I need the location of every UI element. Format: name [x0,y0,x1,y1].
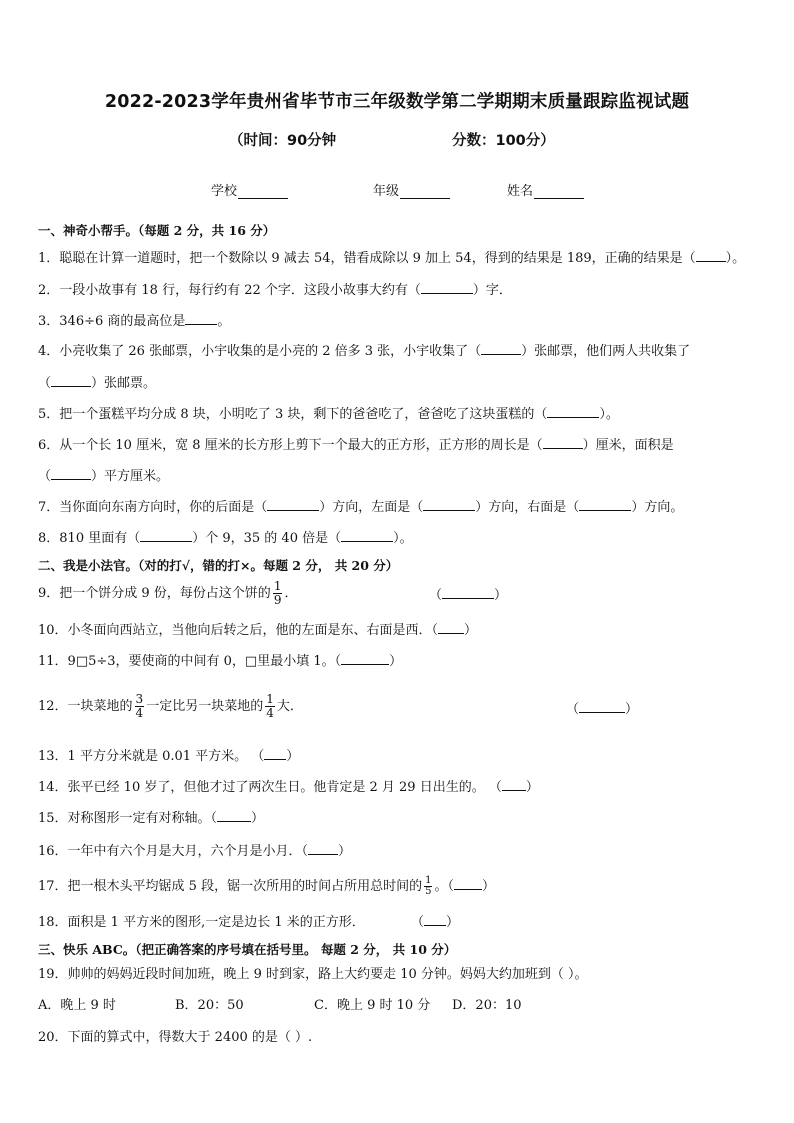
question-7: 7．当你面向东南方向时，你的后面是（ ）方向，左面是（ ）方向，右面是（ ）方向。 [38,500,684,515]
answer-blank[interactable] [423,498,475,511]
answer-blank[interactable] [481,342,521,355]
option-c[interactable]: C．晚上 9 时 10 分 [314,998,431,1013]
question-16: 16．一年中有六个月是大月，六个月是小月．（ ） [38,844,352,859]
question-11: 11．9□5÷3，要使商的中间有 0，□里最小填 1。（ ） [38,654,403,669]
exam-title: 2022-2023学年贵州省毕节市三年级数学第二学期期末质量跟踪监视试题 [104,92,690,112]
grade-blank[interactable] [400,185,450,199]
section-3-heading: 三、快乐 ABC。（把正确答案的序号填在括号里。 每题 2 分， 共 10 分） [38,942,457,957]
question-9-answer: （ ） [429,588,508,603]
answer-blank[interactable] [543,436,583,449]
question-6-cont: （ ）平方厘米。 [38,469,170,484]
question-5: 5．把一个蛋糕平均分成 8 块，小明吃了 3 块，剩下的爸爸吃了，爸爸吃了这块蛋糕的（ ）。 [38,407,619,422]
question-4: 4．小亮收集了 26 张邮票，小宇收集的是小亮的 2 倍多 3 张，小宇收集了（ ）张邮票，他们两人共收集了 [38,344,691,359]
answer-blank[interactable] [308,842,338,855]
question-10: 10．小冬面向西站立，当他向后转之后，他的左面是东、右面是西．（ ） [38,623,478,638]
question-19-options [38,996,116,1016]
exam-info [0,129,794,151]
fraction: $\frac{1}{5}$ [425,875,432,897]
question-6: 6．从一个长 10 厘米，宽 8 厘米的长方形上剪下一个最大的正方形，正方形的周长是（ ）厘米，面积是 [38,438,674,453]
answer-blank[interactable] [267,498,319,511]
question-18: 18．面积是 1 平方米的图形,一定是边长 1 米的正方形． [38,915,365,930]
answer-blank[interactable] [442,586,494,599]
grade-field[interactable] [373,180,450,199]
score-label: 分数：100分） [452,133,555,149]
question-18-answer: （ ） [411,915,460,930]
question-12-answer: （ ） [566,702,639,717]
fraction: $\frac{3}{4}$ [135,692,144,720]
question-14: 14．张平已经 10 岁了，但他才过了两次生日。他肯定是 2 月 29 日出生的。 （ ） [38,780,539,795]
name-field[interactable] [507,180,584,199]
name-blank[interactable] [534,185,584,199]
school-blank[interactable] [238,185,288,199]
answer-blank[interactable] [579,498,631,511]
answer-blank[interactable] [217,809,251,822]
answer-blank[interactable] [341,529,393,542]
answer-blank[interactable] [140,529,192,542]
answer-blank[interactable] [51,467,91,480]
question-1: 1．聪聪在计算一道题时，把一个数除以 9 减去 54，错看成除以 9 加上 54，得到的结果是 189，正确的结果是（ ）。 [38,251,746,266]
answer-blank[interactable] [51,374,91,387]
question-13: 13．1 平方分米就是 0.01 平方米。 （ ） [38,749,300,764]
school-label: 学校 [211,184,238,199]
answer-blank[interactable] [438,621,464,634]
question-17: 17．把一根木头平均锯成 5 段，锯一次所用的时间占所用总时间的 $\frac{1}{5}$ 。（ ） [38,875,495,897]
answer-blank[interactable] [454,877,482,890]
school-field[interactable] [211,180,288,199]
question-9: 9．把一个饼分成 9 份，每份占这个饼的 $\frac{1}{9}$ ． [38,579,298,607]
question-3: 3．346÷6 商的最高位是 。 [38,314,231,329]
question-20: 20．下面的算式中，得数大于 2400 的是（ ）. [38,1030,313,1045]
fraction: $\frac{1}{4}$ [266,692,274,720]
question-12: 12．一块菜地的 $\frac{3}{4}$ 一定比另一块菜地的 $\frac{1}{4}$ 大． [38,692,303,720]
answer-blank[interactable] [696,249,726,262]
answer-blank[interactable] [502,778,526,791]
answer-blank[interactable] [547,405,599,418]
time-label: （时间：90分钟 [229,133,337,149]
answer-blank[interactable] [424,913,446,926]
question-2: 2．一段小故事有 18 行，每行约有 22 个字．这段小故事大约有（ ）字． [38,283,512,298]
section-2-heading: 二、我是小法官。（对的打√，错的打×。每题 2 分， 共 20 分） [38,558,399,573]
answer-blank[interactable] [341,652,389,665]
section-1-heading: 一、神奇小帮手。（每题 2 分，共 16 分） [38,223,276,238]
grade-label: 年级 [373,184,400,199]
student-info-fields [0,180,794,200]
answer-blank[interactable] [264,747,286,760]
answer-blank[interactable] [579,700,625,713]
option-d[interactable]: D．20：10 [452,998,522,1013]
question-15: 15．对称图形一定有对称轴。（ ） [38,811,265,826]
answer-blank[interactable] [421,281,473,294]
question-8: 8．810 里面有（ ）个 9，35 的 40 倍是（ ）。 [38,531,413,546]
name-label: 姓名 [507,184,534,199]
option-a[interactable]: A．晚上 9 时 [38,998,116,1013]
fraction: $\frac{1}{9}$ [273,579,282,607]
question-19: 19．帅帅的妈妈近段时间加班，晚上 9 时到家，路上大约要走 10 分钟。妈妈大约加班到（ ）。 [38,967,588,982]
answer-blank[interactable] [185,312,217,325]
question-4-cont: （ ）张邮票。 [38,376,157,391]
option-b[interactable]: B．20：50 [175,998,244,1013]
